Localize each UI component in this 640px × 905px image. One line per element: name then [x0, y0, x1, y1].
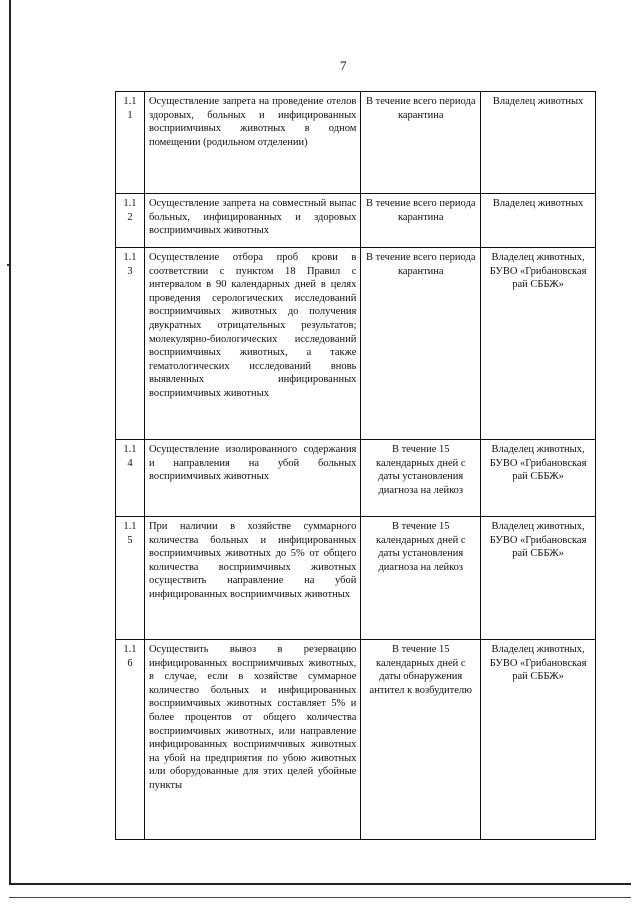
table-row: [116, 194, 596, 248]
measures-table: [115, 91, 596, 840]
row-number: 1.1 1: [116, 92, 145, 194]
measure-term: В течение 15 календарных дней с даты установления диагноза на лейкоз: [361, 440, 481, 517]
measure-term: В течение 15 календарных дней с даты установления диагноза на лейкоз: [361, 517, 481, 640]
measure-term: В течение 15 календарных дней с даты обнаружения антител к возбудителю: [361, 640, 481, 840]
measure-responsible: Владелец животных, БУВО «Грибановская рай СББЖ»: [481, 640, 596, 840]
row-number: 1.1 2: [116, 194, 145, 248]
measure-description: Осуществление отбора проб крови в соответствии с пунктом 18 Правил с интервалом в 90 календарных дней в целях проведения серологических исследований восприимчивых животных до получения двукратных отрицательных результатов; молекулярно-биологических исследований восприимчивых животных, а также гематологических исследований вновь выявленных инфицированных восприимчивых животных: [144, 248, 360, 440]
measure-responsible: Владелец животных: [481, 92, 596, 194]
measure-description: Осуществление запрета на совместный выпас больных, инфицированных и здоровых восприимчивых животных: [144, 194, 360, 248]
row-number: 1.1 6: [116, 640, 145, 840]
measure-responsible: Владелец животных, БУВО «Грибановская рай СББЖ»: [481, 440, 596, 517]
row-number: 1.1 4: [116, 440, 145, 517]
table-row: [116, 248, 596, 440]
measure-description: Осуществление запрета на проведение отелов здоровых, больных и инфицированных восприимчивых животных в одном помещении (родильном отделении): [144, 92, 360, 194]
page-border-bottom-secondary: [9, 897, 631, 898]
page-border-bottom: [9, 883, 631, 885]
measure-responsible: Владелец животных, БУВО «Грибановская рай СББЖ»: [481, 517, 596, 640]
page-number: 7: [340, 58, 347, 73]
measure-description: Осуществление изолированного содержания и направления на убой больных восприимчивых животных: [144, 440, 360, 517]
table-row: [116, 440, 596, 517]
row-number: 1.1 3: [116, 248, 145, 440]
table-row: [116, 517, 596, 640]
row-number: 1.1 5: [116, 517, 145, 640]
measure-term: В течение всего периода карантина: [361, 194, 481, 248]
measure-responsible: Владелец животных, БУВО «Грибановская рай СББЖ»: [481, 248, 596, 440]
scan-mark: [7, 264, 9, 266]
measure-responsible: Владелец животных: [481, 194, 596, 248]
measure-term: В течение всего периода карантина: [361, 248, 481, 440]
measure-description: Осуществить вывоз в резервацию инфицированных восприимчивых животных, в случае, если в хозяйстве суммарное количество больных и инфицированных восприимчивых животных составляет 5% и более процентов от общего количества восприимчивых животных, или направление инфицированных восприимчивых животных на убой на предприятия по убою животных или оборудованные для этих целей убойные пункты: [144, 640, 360, 840]
table-row: [116, 92, 596, 194]
measure-description: При наличии в хозяйстве суммарного количества больных и инфицированных восприимчивых животных до 5% от общего количества восприимчивых животных осуществить направление на убой инфицированных восприимчивых животных: [144, 517, 360, 640]
measure-term: В течение всего периода карантина: [361, 92, 481, 194]
page-border-left: [9, 0, 11, 885]
table-row: [116, 640, 596, 840]
